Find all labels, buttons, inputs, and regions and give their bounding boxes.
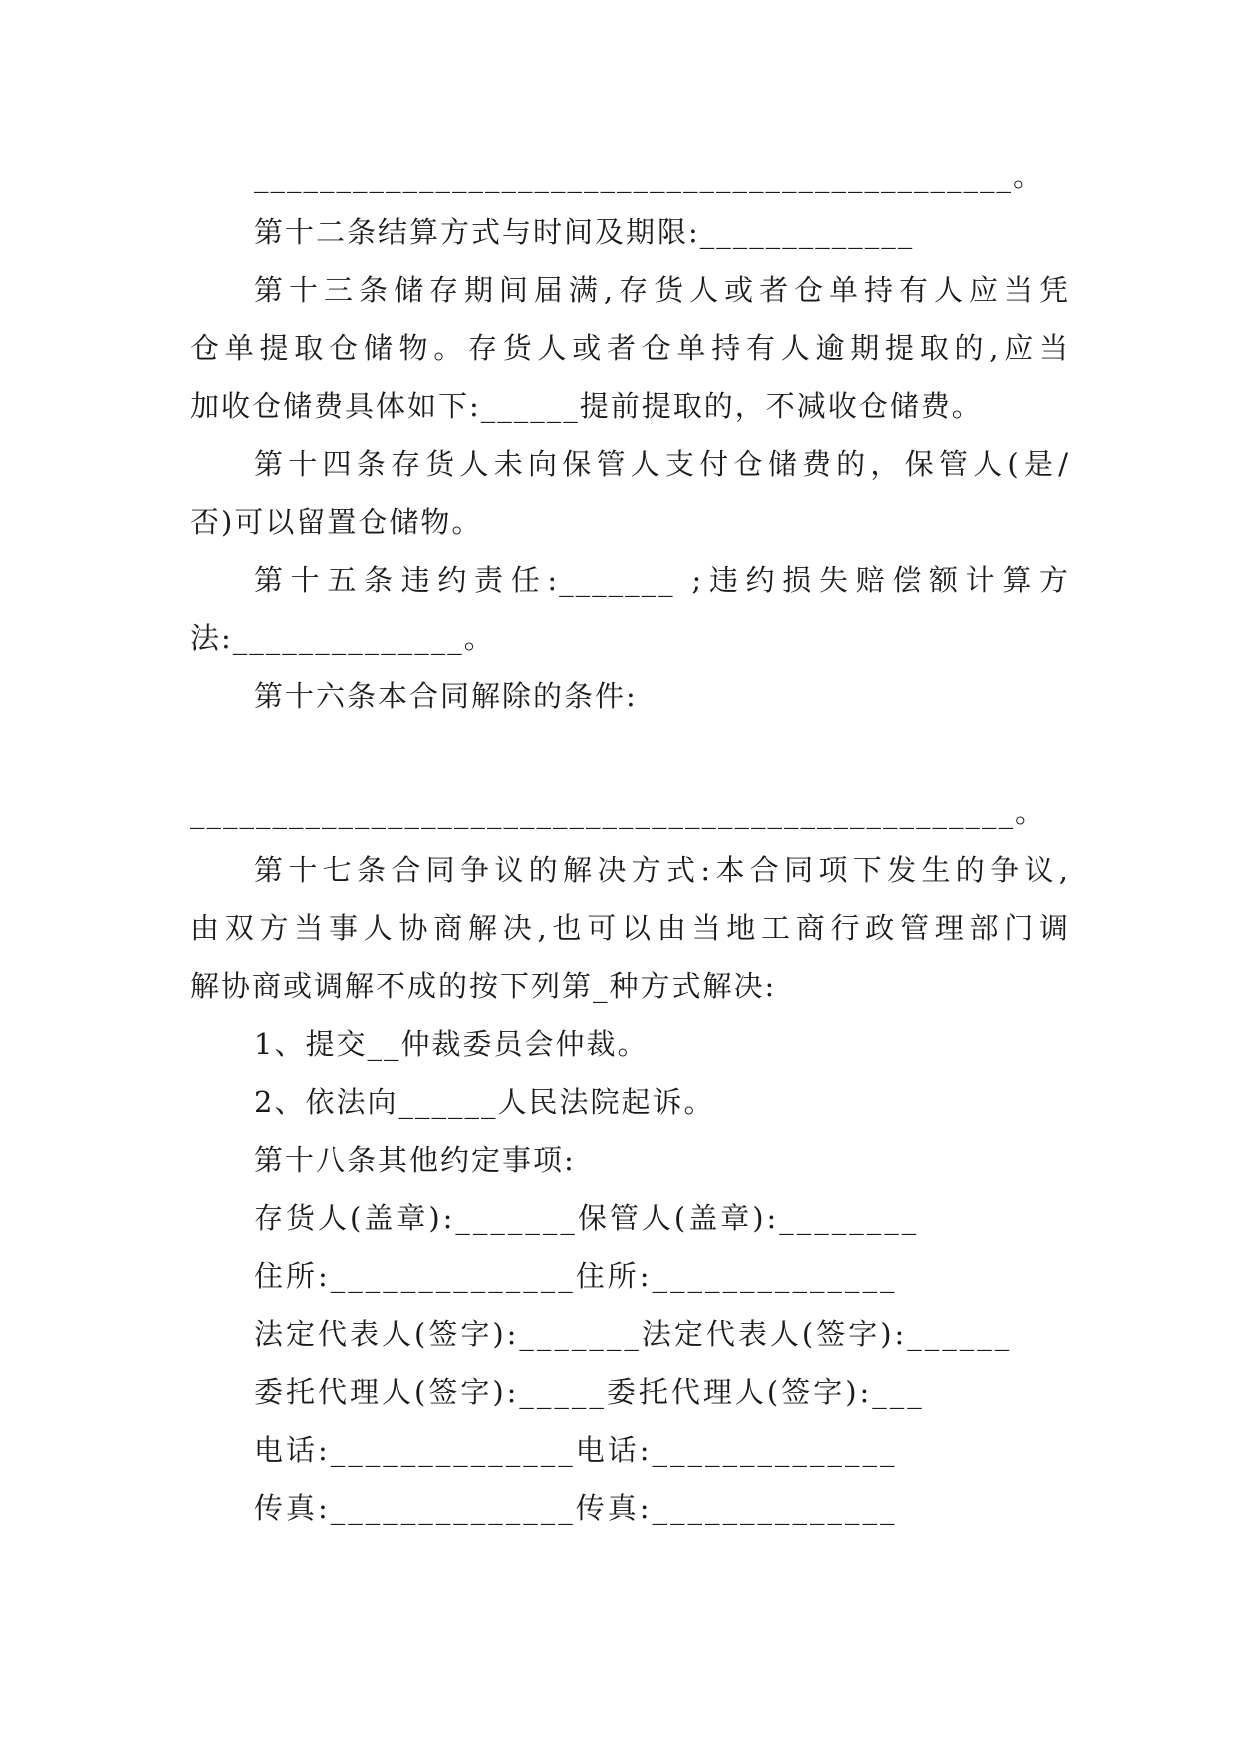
article-13-line-3: 加收仓储费具体如下:______提前提取的，不减收仓储费。 [190,389,983,423]
article-14-line-2: 否)可以留置仓储物。 [190,505,483,539]
signature-address-line: 住所:______________住所:______________ [254,1259,898,1293]
article-15-line-1: 第十五条违约责任:_______ ;违约损失赔偿额计算方 [254,563,1070,597]
article-17-line-2: 由双方当事人协商解决,也可以由当地工商行政管理部门调 [190,911,1070,945]
article-14-line-1: 第十四条存货人未向保管人支付仓储费的，保管人(是/ [254,447,1070,481]
article-12: 第十二条结算方式与时间及期限:_____________ [254,215,915,249]
signature-seal-line: 存货人(盖章):_______保管人(盖章):________ [254,1201,920,1235]
article-13-line-2: 仓单提取仓储物。存货人或者仓单持有人逾期提取的,应当 [190,331,1070,365]
article-17-line-1: 第十七条合同争议的解决方式:本合同项下发生的争议, [254,853,1070,887]
article-18: 第十八条其他约定事项: [254,1143,576,1177]
signature-agent-line: 委托代理人(签字):_____委托代理人(签字):___ [254,1375,925,1409]
article-13-line-1: 第十三条储存期间届满,存货人或者仓单持有人应当凭 [254,273,1070,307]
blank-line: __________________________________________________。 [190,795,1047,829]
article-15-line-2: 法:______________。 [190,621,495,655]
signature-legal-rep-line: 法定代表人(签字):_______法定代表人(签字):______ [254,1317,1013,1351]
blank-line: ______________________________________________。 [254,159,1045,193]
signature-phone-line: 电话:______________电话:______________ [254,1433,898,1467]
article-17-line-3: 解协商或调解不成的按下列第_种方式解决: [190,969,777,1003]
article-16: 第十六条本合同解除的条件: [254,679,638,713]
signature-fax-line: 传真:______________传真:______________ [254,1491,898,1525]
option-1: 1、提交__仲裁委员会仲裁。 [254,1027,649,1061]
option-2: 2、依法向______人民法院起诉。 [254,1085,715,1119]
